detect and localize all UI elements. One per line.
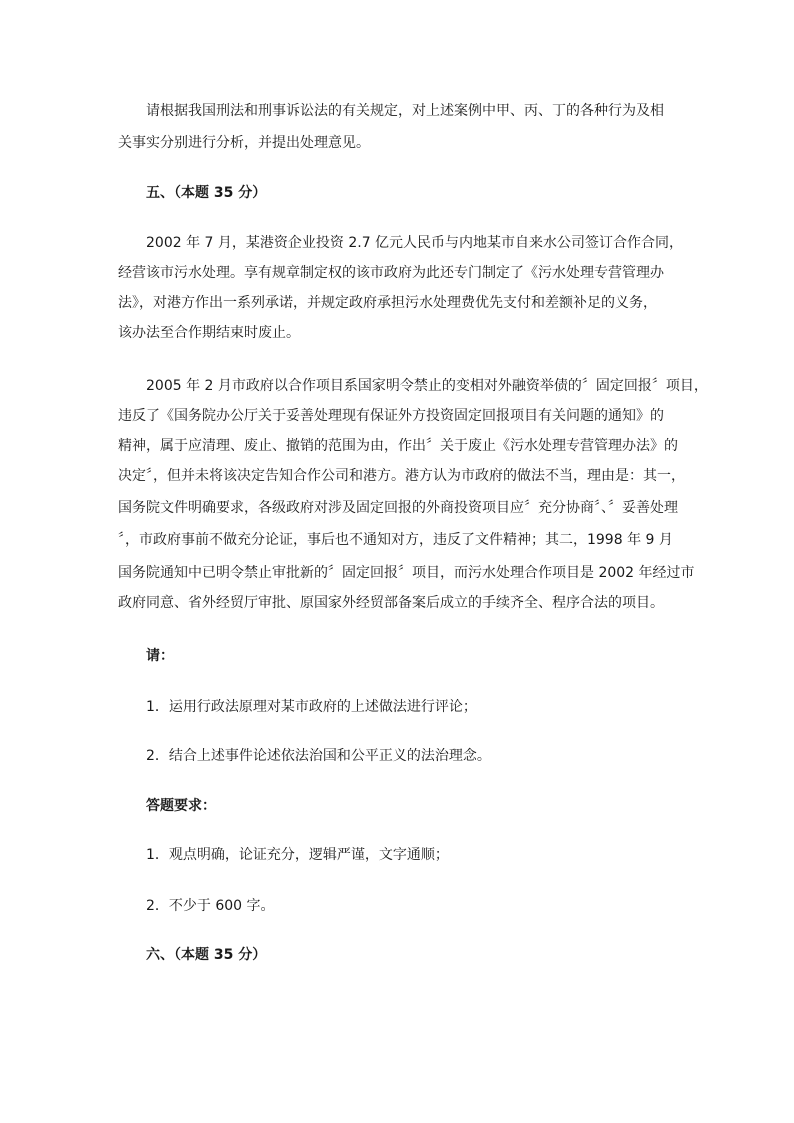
s5-p2-line-8: 政府同意、省外经贸厅审批、原国家外经贸部备案后成立的手续齐全、程序合法的项目。 [118, 595, 664, 611]
s5-p2-line-6: 〞，市政府事前不做充分论证，事后也不通知对方，违反了文件精神；其二，1998 年 9 月 [118, 532, 673, 548]
requirement-item-1: 1．观点明确，论证充分，逻辑严谨，文字通顺； [146, 847, 449, 863]
request-label: 请： [146, 648, 174, 664]
s5-p1-line-3: 法》，对港方作出一系列承诺，并规定政府承担污水处理费优先支付和差额补足的义务， [118, 295, 657, 311]
requirement-item-2: 2．不少于 600 字。 [146, 898, 275, 914]
s5-p2-line-2: 违反了《国务院办公厅关于妥善处理现有保证外方投资固定回报项目有关问题的通知》的 [118, 408, 664, 424]
s5-p2-line-7: 国务院通知中已明令禁止审批新的〞固定回报〞项目，而污水处理合作项目是 2002 年经过市 [118, 565, 695, 581]
request-item-1: 1．运用行政法原理对某市政府的上述做法进行评论； [146, 699, 477, 715]
s5-p2-line-5: 国务院文件明确要求，各级政府对涉及固定回报的外商投资项目应〞充分协商〞、〞妥善处理 [118, 500, 678, 516]
section6-heading: 六、（本题 35 分） [146, 947, 267, 963]
s5-p1-line-4: 该办法至合作期结束时废止。 [118, 325, 300, 341]
s5-p1-line-2: 经营该市污水处理。享有规章制定权的该市政府为此还专门制定了《污水处理专营管理办 [118, 265, 664, 281]
section5-heading: 五、（本题 35 分） [146, 185, 267, 201]
request-item-2: 2．结合上述事件论述依法治国和公平正义的法治理念。 [146, 748, 491, 764]
intro-line-1: 请根据我国刑法和刑事诉讼法的有关规定，对上述案例中甲、丙、丁的各种行为及相 [146, 103, 664, 119]
requirements-label: 答题要求： [146, 798, 216, 814]
intro-line-2: 关事实分别进行分析，并提出处理意见。 [118, 135, 370, 151]
s5-p2-line-1: 2005 年 2 月市政府以合作项目系国家明令禁止的变相对外融资举债的〞固定回报〞项目， [146, 378, 708, 394]
s5-p2-line-3: 精神，属于应清理、废止、撤销的范围为由，作出〞关于废止《污水处理专营管理办法》的 [118, 438, 678, 454]
s5-p1-line-1: 2002 年 7 月，某港资企业投资 2.7 亿元人民币与内地某市自来水公司签订合作合同， [146, 235, 684, 251]
s5-p2-line-4: 决定〞，但并未将该决定告知合作公司和港方。港方认为市政府的做法不当，理由是：其一， [118, 468, 685, 484]
